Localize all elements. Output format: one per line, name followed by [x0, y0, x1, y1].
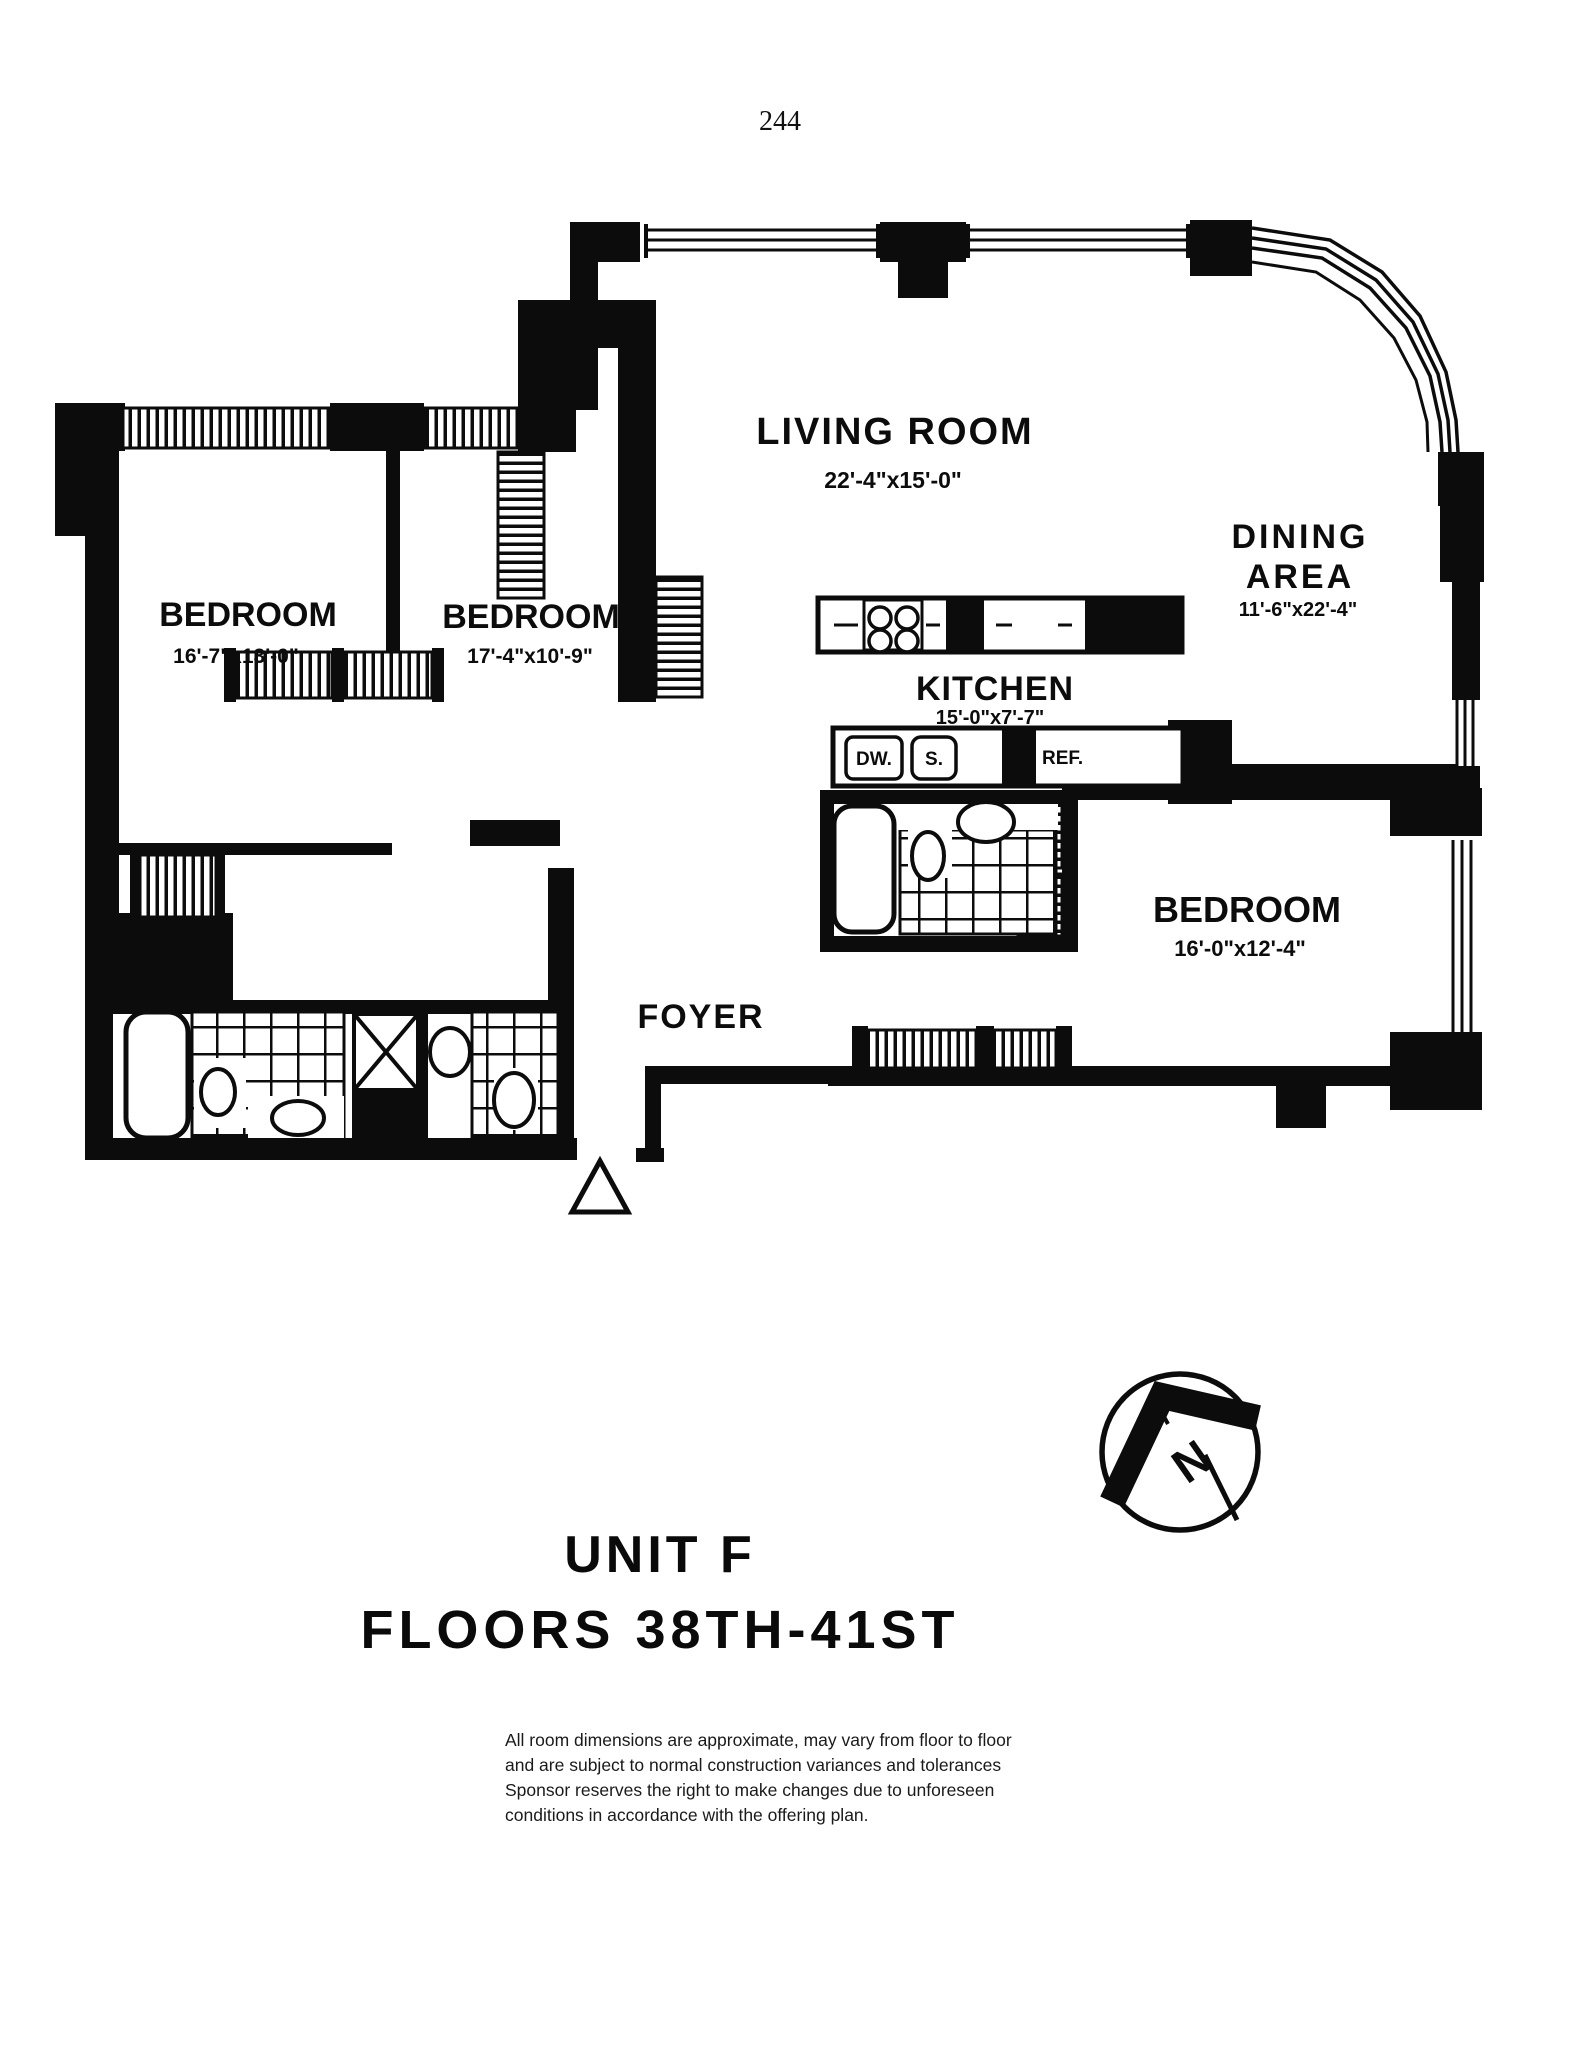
- bedroom2-label: BEDROOM: [442, 598, 620, 636]
- living-room-label: LIVING ROOM: [756, 411, 1034, 453]
- disclaimer-line-4: conditions in accordance with the offering plan.: [505, 1805, 869, 1825]
- entry-marker-triangle: [572, 1161, 628, 1212]
- bedroom1-dims: 16'-7"x13'-0": [173, 645, 299, 668]
- refrigerator-label: REF.: [1042, 748, 1084, 769]
- burner: [896, 630, 918, 652]
- closet-band-2: [344, 652, 432, 698]
- kitchen-dims: 15'-0"x7'-7": [935, 707, 1045, 729]
- unit-title: UNIT F: [564, 1526, 756, 1584]
- foyer-label: FOYER: [637, 998, 765, 1036]
- burner: [869, 607, 891, 629]
- window-right-1: [1452, 698, 1480, 768]
- foyer-closet: [656, 577, 702, 697]
- toilet-3: [912, 832, 944, 880]
- bathroom-2: [430, 1012, 558, 1138]
- sink-2: [430, 1028, 470, 1076]
- north-compass: [1102, 1374, 1258, 1530]
- burner: [896, 607, 918, 629]
- burner: [869, 630, 891, 652]
- living-room-dims: 22'-4"x15'-0": [824, 467, 962, 493]
- bathtub-3: [834, 806, 894, 932]
- kitchen-label: KITCHEN: [915, 670, 1075, 708]
- bedroom3-dims: 16'-0"x12'-4": [1174, 936, 1306, 961]
- toilet-1: [201, 1069, 235, 1115]
- bathtub-1: [126, 1012, 188, 1138]
- floors-title: FLOORS 38TH-41ST: [360, 1600, 960, 1660]
- disclaimer-line-1: All room dimensions are approximate, may vary from floor to floor: [505, 1730, 1012, 1750]
- compass-north-letter: N: [1162, 1430, 1222, 1495]
- page-number: 244: [759, 106, 801, 137]
- shower-stall: [354, 1014, 418, 1090]
- bedroom3-closet-1: [868, 1030, 976, 1068]
- dishwasher-label: DW.: [856, 749, 892, 770]
- tall-closet: [498, 452, 544, 598]
- bedroom3-closet-2: [994, 1030, 1056, 1068]
- bay-window: [1252, 228, 1458, 452]
- sink-1: [272, 1101, 324, 1135]
- sink-label: S.: [925, 749, 943, 770]
- bedroom1-label: BEDROOM: [159, 596, 337, 634]
- toilet-2: [494, 1073, 534, 1127]
- bedroom3-label: BEDROOM: [1153, 889, 1341, 930]
- disclaimer-line-3: Sponsor reserves the right to make changes due to unforeseen: [505, 1780, 995, 1800]
- dining-area-label-1: DINING: [1231, 518, 1369, 556]
- disclaimer-line-2: and are subject to normal construction variances and tolerances: [505, 1755, 1002, 1775]
- dining-area-dims: 11'-6"x22'-4": [1238, 599, 1358, 621]
- dining-area-label-2: AREA: [1245, 558, 1355, 596]
- window-top-2: [968, 224, 1188, 258]
- window-right-2: [1453, 840, 1471, 1032]
- bathroom-3: [834, 802, 1058, 934]
- closet-band-3: [140, 855, 216, 917]
- window-top-1: [646, 224, 878, 258]
- bedroom2-window-band: [424, 408, 520, 448]
- sink-3: [958, 802, 1014, 842]
- bedroom1-window-band: [123, 408, 329, 448]
- bedroom2-dims: 17'-4"x10'-9": [467, 645, 593, 668]
